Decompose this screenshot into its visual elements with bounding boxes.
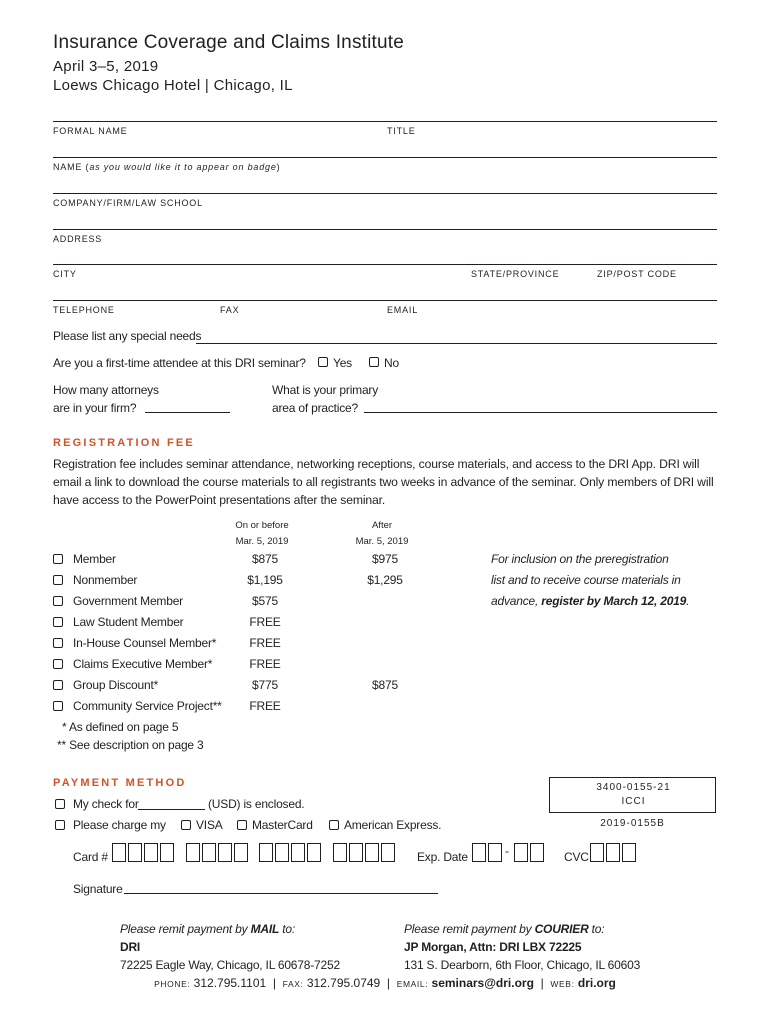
card-digit-cell[interactable] (259, 843, 273, 862)
fee-early-price: $1,195 (247, 573, 283, 587)
card-digit-cell[interactable] (128, 843, 142, 862)
fee-late-price: $875 (372, 678, 398, 692)
remit-mail-heading: Please remit payment by MAIL to: (120, 922, 296, 936)
amex-checkbox[interactable] (329, 820, 339, 830)
title-label: TITLE (387, 126, 416, 136)
practice-label-2: area of practice? (272, 401, 358, 415)
city-line[interactable] (53, 264, 717, 265)
early-header-line2: Mar. 5, 2019 (235, 536, 289, 547)
mastercard-checkbox[interactable] (237, 820, 247, 830)
no-label: No (384, 356, 399, 370)
attorneys-label-2: are in your firm? (53, 401, 137, 415)
late-column-header (340, 518, 424, 550)
prereg-note-3: advance, register by March 12, 2019. (491, 594, 690, 608)
telephone-label: TELEPHONE (53, 305, 115, 315)
fee-option-checkbox[interactable] (53, 659, 63, 669)
card-digit-cell[interactable] (381, 843, 395, 862)
remit-mail-address: 72225 Eagle Way, Chicago, IL 60678-7252 (120, 958, 340, 972)
special-needs-line[interactable] (196, 343, 717, 344)
email-link[interactable]: seminars@dri.org (431, 976, 534, 990)
fee-early-price: FREE (249, 699, 281, 713)
formal-name-line[interactable] (53, 121, 717, 122)
footnote-2: ** See description on page 3 (57, 738, 204, 752)
card-digit-cell[interactable] (234, 843, 248, 862)
check-checkbox[interactable] (55, 799, 65, 809)
cvc-digit-cell[interactable] (590, 843, 604, 862)
city-label: CITY (53, 269, 77, 279)
card-digit-cell[interactable] (365, 843, 379, 862)
yes-checkbox[interactable] (318, 357, 328, 367)
fee-option-checkbox[interactable] (53, 575, 63, 585)
fee-option-label: Government Member (73, 594, 183, 608)
exp-separator: - (505, 844, 509, 858)
fax-contact-label: FAX: (282, 979, 304, 989)
card-digit-cell[interactable] (275, 843, 289, 862)
tracking-code-3: 2019-0155B (600, 818, 665, 829)
fee-option-checkbox[interactable] (53, 701, 63, 711)
fee-early-price: FREE (249, 615, 281, 629)
amex-label: American Express. (344, 818, 442, 832)
charge-label: Please charge my (73, 818, 166, 832)
card-digit-cell[interactable] (112, 843, 126, 862)
practice-label-1: What is your primary (272, 383, 379, 397)
prereg-note-2: list and to receive course materials in (491, 573, 681, 587)
separator-1: | (272, 976, 276, 990)
fee-early-price: FREE (249, 657, 281, 671)
visa-checkbox[interactable] (181, 820, 191, 830)
formal-name-label: FORMAL NAME (53, 126, 128, 136)
prereg-note-1: For inclusion on the preregistration (491, 552, 669, 566)
exp-month-cell[interactable] (472, 843, 486, 862)
fee-option-checkbox[interactable] (53, 554, 63, 564)
card-digit-cell[interactable] (160, 843, 174, 862)
fee-late-price: $975 (372, 552, 398, 566)
exp-year-cell[interactable] (530, 843, 544, 862)
mastercard-label: MasterCard (252, 818, 313, 832)
fee-early-price: FREE (249, 636, 281, 650)
exp-date-label: Exp. Date (417, 850, 468, 864)
fee-option-label: In-House Counsel Member* (73, 636, 217, 650)
telephone-line[interactable] (53, 300, 717, 301)
company-label: COMPANY/FIRM/LAW SCHOOL (53, 198, 203, 208)
card-digit-cell[interactable] (144, 843, 158, 862)
fee-late-price: $1,295 (367, 573, 403, 587)
practice-line[interactable] (364, 412, 717, 413)
check-label: My check for (73, 797, 139, 811)
state-label: STATE/PROVINCE (471, 269, 560, 279)
event-title: Insurance Coverage and Claims Institute (53, 32, 405, 53)
visa-label: VISA (196, 818, 223, 832)
phone-label: PHONE: (154, 979, 191, 989)
signature-label: Signature (73, 882, 123, 896)
late-header-line2: Mar. 5, 2019 (355, 536, 409, 547)
fee-option-checkbox[interactable] (53, 638, 63, 648)
yes-label: Yes (333, 356, 352, 370)
card-digit-cell[interactable] (202, 843, 216, 862)
fee-option-checkbox[interactable] (53, 617, 63, 627)
remit-mail-name: DRI (120, 940, 141, 954)
special-needs-label: Please list any special needs (53, 329, 202, 343)
address-line[interactable] (53, 229, 717, 230)
fee-option-label: Group Discount* (73, 678, 159, 692)
cvc-label: CVC (564, 850, 589, 864)
contact-line (0, 976, 770, 990)
registration-description: Registration fee includes seminar attendance, networking receptions, course materials, and access to the DRI App. DRI will email a link to download the course materials to all registrants two weeks in advance of the seminar. Only members of DRI will have access to the PowerPoint presentations after the seminar. (53, 457, 714, 507)
fee-early-price: $775 (252, 678, 278, 692)
fee-option-label: Law Student Member (73, 615, 184, 629)
zip-label: ZIP/POST CODE (597, 269, 677, 279)
tracking-code-box (549, 777, 716, 813)
fax-number: 312.795.0749 (306, 976, 381, 990)
attorneys-line[interactable] (145, 412, 230, 413)
attorneys-label-1: How many attorneys (53, 383, 159, 397)
no-checkbox[interactable] (369, 357, 379, 367)
fee-early-price: $875 (252, 552, 278, 566)
tracking-code-2: ICCI (621, 796, 646, 807)
remit-courier-address: 131 S. Dearborn, 6th Floor, Chicago, IL 60603 (404, 958, 641, 972)
event-dates: April 3–5, 2019 (53, 58, 159, 75)
registration-heading: REGISTRATION FEE (53, 437, 195, 449)
cvc-digit-cell[interactable] (622, 843, 636, 862)
name-line[interactable] (53, 157, 717, 158)
card-digit-cell[interactable] (186, 843, 200, 862)
card-digit-cell[interactable] (349, 843, 363, 862)
fee-option-label: Nonmember (73, 573, 138, 587)
first-time-label: Are you a first-time attendee at this DRI seminar? (53, 356, 306, 370)
fee-option-label: Community Service Project** (73, 699, 222, 713)
fee-option-label: Member (73, 552, 116, 566)
badge-name-label: NAME (as you would like it to appear on badge) (53, 162, 281, 172)
check-label-suffix: (USD) is enclosed. (208, 797, 305, 811)
email-label: EMAIL (387, 305, 419, 315)
card-digit-cell[interactable] (218, 843, 232, 862)
fee-option-checkbox[interactable] (53, 596, 63, 606)
event-venue: Loews Chicago Hotel | Chicago, IL (53, 77, 293, 94)
fee-option-checkbox[interactable] (53, 680, 63, 690)
footnote-1: * As defined on page 5 (62, 720, 179, 734)
company-line[interactable] (53, 193, 717, 194)
cvc-digit-cell[interactable] (606, 843, 620, 862)
check-amount-line[interactable] (138, 809, 205, 810)
address-label: ADDRESS (53, 234, 103, 244)
payment-heading: PAYMENT METHOD (53, 777, 187, 789)
charge-checkbox[interactable] (55, 820, 65, 830)
web-link[interactable]: dri.org (577, 976, 616, 990)
remit-courier-heading: Please remit payment by COURIER to: (404, 922, 605, 936)
exp-year-cell[interactable] (514, 843, 528, 862)
card-digit-cell[interactable] (291, 843, 305, 862)
fee-option-label: Claims Executive Member* (73, 657, 213, 671)
remit-courier-name: JP Morgan, Attn: DRI LBX 72225 (404, 940, 582, 954)
early-header-line1: On or before (235, 520, 289, 531)
card-digit-cell[interactable] (333, 843, 347, 862)
late-header-line1: After (371, 520, 393, 531)
exp-month-cell[interactable] (488, 843, 502, 862)
signature-line[interactable] (124, 893, 438, 894)
phone-number: 312.795.1101 (193, 976, 267, 990)
email-contact-label: EMAIL: (396, 979, 429, 989)
tracking-code-1: 3400-0155-21 (596, 782, 671, 793)
card-number-label: Card # (73, 850, 108, 864)
separator-2: | (386, 976, 391, 990)
fee-early-price: $575 (252, 594, 278, 608)
web-label: WEB: (550, 979, 575, 989)
fax-label: FAX (220, 305, 240, 315)
card-digit-cell[interactable] (307, 843, 321, 862)
separator-3: | (540, 976, 544, 990)
early-column-header (220, 518, 304, 550)
